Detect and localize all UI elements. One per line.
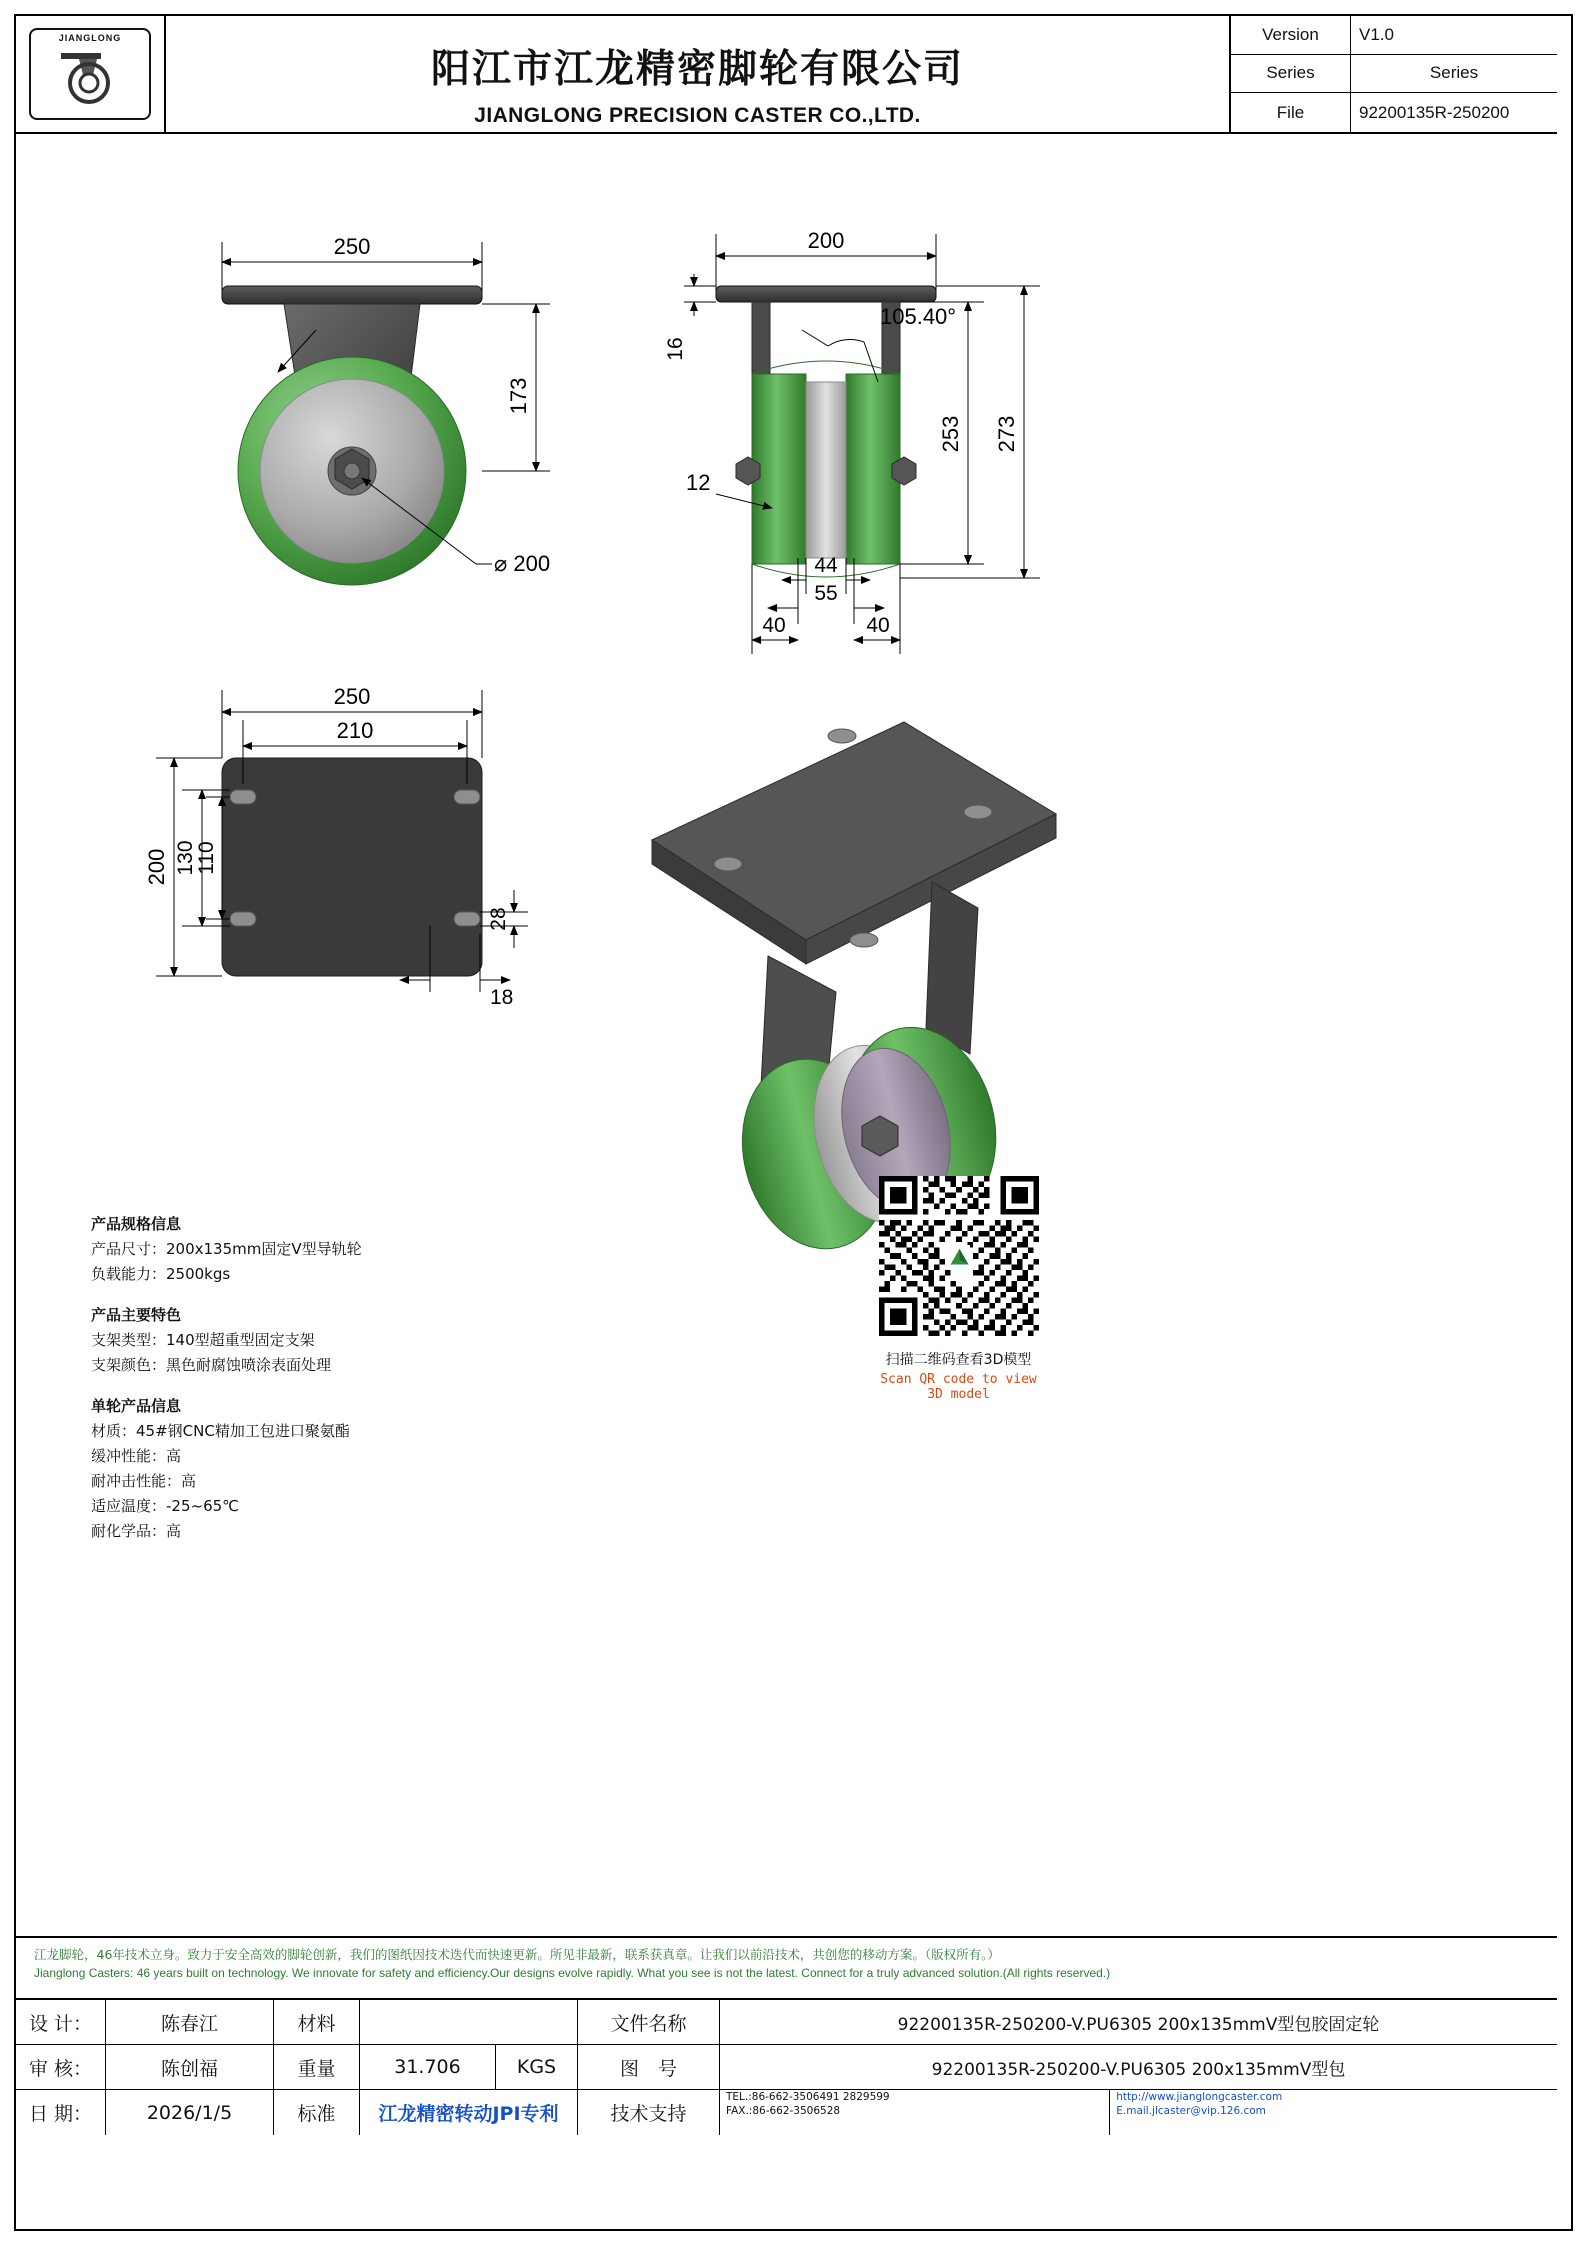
title-row-design: [16, 2000, 1557, 2045]
spec-line-temperature: 适应温度：-25~65℃: [91, 1497, 240, 1515]
qr-code[interactable]: [879, 1176, 1039, 1336]
svg-text:16: 16: [664, 337, 687, 361]
svg-text:44: 44: [814, 554, 838, 577]
label-standard: 标准: [274, 2090, 360, 2135]
meta-key-file: File: [1231, 93, 1351, 132]
spec-line-material: 材质：45#钢CNC精加工包进口聚氨酯: [91, 1422, 350, 1440]
company-title: [166, 16, 1229, 134]
label-date: 日 期：: [16, 2090, 106, 2135]
label-material: 材料: [274, 2000, 360, 2044]
spec-line-impact: 耐冲击性能：高: [91, 1472, 197, 1490]
drawing-area: [16, 134, 1557, 1936]
qr-caption-en: Scan QR code to view 3D model: [880, 1372, 1037, 1402]
svg-text:12: 12: [686, 470, 711, 495]
svg-text:173: 173: [506, 377, 531, 415]
svg-text:⌀ 200: ⌀ 200: [494, 551, 551, 576]
svg-text:210: 210: [336, 718, 374, 743]
company-name-cn: 阳江市江龙精密脚轮有限公司: [430, 47, 964, 92]
label-file-name: 文件名称: [578, 2000, 720, 2044]
label-tech-support: 技术支持: [578, 2090, 720, 2135]
svg-text:18: 18: [490, 986, 514, 1009]
contact-mail[interactable]: E.mail.jlcaster@vip.126.com: [1116, 2105, 1266, 2117]
spec-line-bracket-color: 支架颜色：黑色耐腐蚀喷涂表面处理: [91, 1356, 332, 1374]
logo-text: JIANGLONG: [58, 33, 122, 43]
svg-text:250: 250: [333, 684, 371, 709]
spec-group1-title: 产品规格信息: [91, 1215, 182, 1233]
value-reviewer: 陈创福: [106, 2045, 274, 2089]
spec-line-cushion: 缓冲性能：高: [91, 1447, 182, 1465]
svg-text:40: 40: [762, 614, 786, 637]
svg-text:273: 273: [994, 415, 1019, 453]
value-drawing-no: 92200135R-250200-V.PU6305 200x135mmV型包: [931, 2059, 1346, 2080]
spec-group2-title: 产品主要特色: [91, 1306, 182, 1324]
svg-text:55: 55: [814, 582, 838, 605]
caster-logo-icon: [53, 49, 127, 107]
product-spec-block: [91, 1212, 362, 1544]
qr-caption-cn: 扫描二维码查看3D模型: [885, 1352, 1032, 1368]
title-block-meta: [1229, 16, 1557, 134]
value-designer: 陈春江: [106, 2000, 274, 2044]
value-standard: 江龙精密转动JPI专利: [360, 2090, 578, 2135]
spec-group3-title: 单轮产品信息: [91, 1397, 182, 1415]
title-row-review: [16, 2045, 1557, 2090]
spec-line-size: 产品尺寸：200x135mm固定V型导轨轮: [91, 1240, 362, 1258]
svg-text:253: 253: [938, 415, 963, 453]
contact-web[interactable]: http://www.jianglongcaster.com: [1116, 2091, 1283, 2103]
label-designer: 设 计：: [16, 2000, 106, 2044]
label-reviewer: 审 核：: [16, 2045, 106, 2089]
technical-drawing: [16, 134, 1557, 1936]
svg-text:200: 200: [807, 228, 845, 253]
meta-row-version: [1231, 16, 1557, 55]
spec-line-chemical: 耐化学品：高: [91, 1522, 182, 1540]
meta-row-file: [1231, 93, 1557, 132]
meta-value-series: Series: [1429, 63, 1479, 83]
svg-text:250: 250: [333, 234, 371, 259]
footer-notes: [16, 1936, 1557, 1998]
title-block-bottom: [16, 1998, 1557, 2133]
spec-line-bracket-type: 支架类型：140型超重型固定支架: [91, 1331, 315, 1349]
svg-text:28: 28: [487, 907, 510, 931]
meta-key-series: Series: [1231, 55, 1351, 93]
value-file-name: 92200135R-250200-V.PU6305 200x135mmV型包胶固定轮: [897, 2014, 1380, 2035]
note-cn: 江龙脚轮，46年技术立身。致力于安全高效的脚轮创新，我们的图纸因技术迭代而快速更新。所见非最新，联系获真章。让我们以前沿技术，共创您的移动方案。（版权所有。）: [34, 1947, 1000, 1962]
meta-key-version: Version: [1231, 16, 1351, 54]
value-material: [360, 2000, 578, 2044]
svg-text:105.40°: 105.40°: [880, 304, 957, 329]
spec-line-load: 负载能力：2500kgs: [91, 1265, 231, 1283]
note-en: Jianglong Casters: 46 years built on technology. We innovate for safety and efficiency.Our designs evolve rapidly. What you see is not the latest. Connect for a truly advanced solution.(All rights reserved.): [34, 1966, 1111, 1980]
contact-fax: FAX.:86-662-3506528: [726, 2105, 841, 2117]
value-date: 2026/1/5: [106, 2090, 274, 2135]
label-weight: 重量: [274, 2045, 360, 2089]
svg-text:130: 130: [174, 840, 197, 876]
meta-value-file: 92200135R-250200: [1359, 102, 1510, 122]
label-drawing-no: 图 号: [578, 2045, 720, 2089]
meta-value-version: V1.0: [1359, 24, 1394, 44]
contact-tel: TEL.:86-662-3506491 2829599: [726, 2091, 890, 2103]
value-weight: 31.706: [360, 2045, 496, 2089]
svg-text:110: 110: [195, 841, 218, 875]
company-logo: [16, 16, 166, 134]
qr-block: [876, 1176, 1041, 1402]
contact-phone: [720, 2090, 1110, 2135]
title-row-date: [16, 2090, 1557, 2135]
unit-weight: KGS: [496, 2045, 578, 2089]
meta-row-series: [1231, 55, 1557, 94]
contact-online[interactable]: [1110, 2090, 1557, 2135]
svg-text:40: 40: [866, 614, 890, 637]
company-name-en: JIANGLONG PRECISION CASTER CO.,LTD.: [474, 104, 921, 127]
svg-text:200: 200: [144, 848, 169, 886]
